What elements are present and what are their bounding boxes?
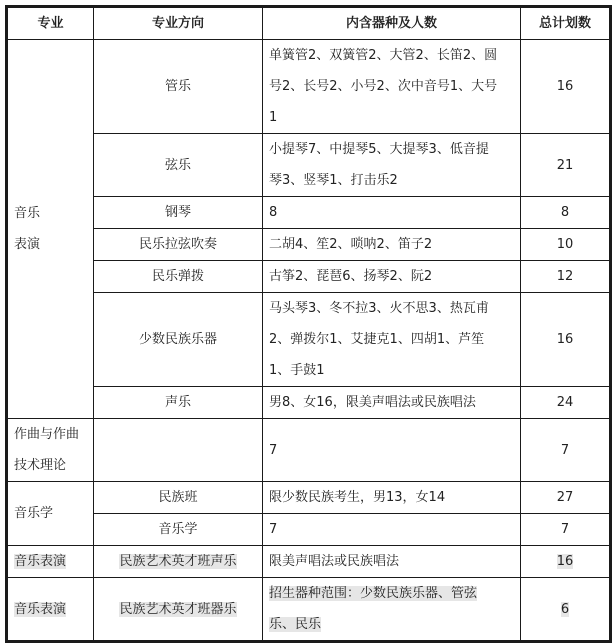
total-cell: 24 [521,387,611,419]
table-row [7,293,611,387]
total-cell: 8 [521,197,611,229]
table-row [7,261,611,293]
header-direction: 专业方向 [94,7,263,40]
instruments-cell: 二胡4、笙2、唢呐2、笛子2 [263,229,521,261]
total-cell: 16 [521,546,611,578]
total-cell: 12 [521,261,611,293]
total-cell: 6 [521,578,611,642]
total-cell: 7 [521,419,611,482]
direction-cell: 民族艺术英才班器乐 [94,578,263,642]
major-cell: 音乐学 [7,482,94,546]
direction-cell: 民族班 [94,482,263,514]
header-total: 总计划数 [521,7,611,40]
instruments-cell: 8 [263,197,521,229]
header-instruments: 内含器种及人数 [263,7,521,40]
direction-cell: 音乐学 [94,514,263,546]
table-row [7,546,611,578]
header-major: 专业 [7,7,94,40]
table-row [7,482,611,514]
total-cell: 16 [521,293,611,387]
instruments-cell: 限少数民族考生，男13，女14 [263,482,521,514]
major-cell: 音乐表演 [7,546,94,578]
direction-cell: 民乐弹拨 [94,261,263,293]
instruments-cell: 马头琴3、冬不拉3、火不思3、热瓦甫 2、弹拨尔1、艾捷克1、四胡1、芦笙 1、手鼓1 [263,293,521,387]
table-row [7,40,611,134]
table-row [7,419,611,482]
direction-cell: 钢琴 [94,197,263,229]
table-row [7,229,611,261]
table-row [7,197,611,229]
instruments-cell: 7 [263,419,521,482]
major-cell: 作曲与作曲 技术理论 [7,419,94,482]
table-row [7,578,611,642]
total-cell: 27 [521,482,611,514]
table-row [7,387,611,419]
table-header-row [7,7,611,40]
table-row [7,134,611,197]
direction-cell: 弦乐 [94,134,263,197]
instruments-cell: 古筝2、琵琶6、扬琴2、阮2 [263,261,521,293]
direction-cell: 民族艺术英才班声乐 [94,546,263,578]
direction-cell: 少数民族乐器 [94,293,263,387]
direction-cell: 民乐拉弦吹奏 [94,229,263,261]
enrollment-plan-table [5,5,612,643]
direction-cell: 声乐 [94,387,263,419]
instruments-cell: 小提琴7、中提琴5、大提琴3、低音提 琴3、竖琴1、打击乐2 [263,134,521,197]
instruments-cell: 男8、女16，限美声唱法或民族唱法 [263,387,521,419]
direction-cell [94,419,263,482]
major-cell: 音乐 表演 [7,40,94,419]
direction-cell: 管乐 [94,40,263,134]
total-cell: 21 [521,134,611,197]
instruments-cell: 7 [263,514,521,546]
total-cell: 16 [521,40,611,134]
table-row [7,514,611,546]
instruments-cell: 招生器种范围：少数民族乐器、管弦 乐、民乐 [263,578,521,642]
total-cell: 10 [521,229,611,261]
instruments-cell: 限美声唱法或民族唱法 [263,546,521,578]
instruments-cell: 单簧管2、双簧管2、大管2、长笛2、圆 号2、长号2、小号2、次中音号1、大号 1 [263,40,521,134]
total-cell: 7 [521,514,611,546]
major-cell: 音乐表演 [7,578,94,642]
